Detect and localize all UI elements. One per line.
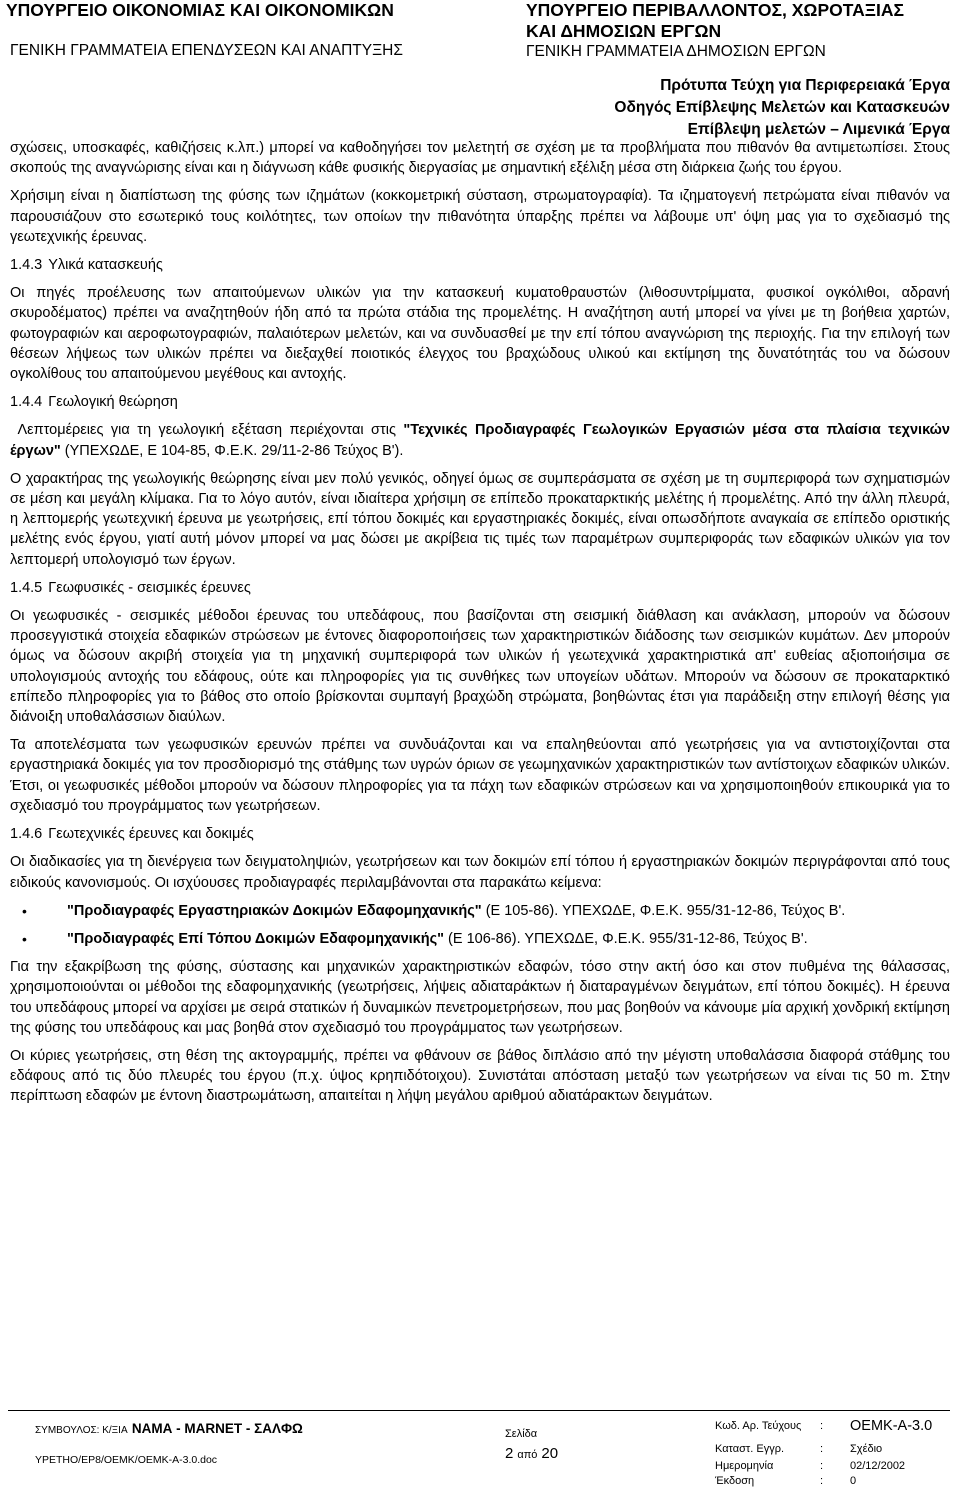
spec-list bbox=[10, 901, 950, 949]
paragraph-geotech-2: Για την εξακρίβωση της φύσης, σύστασης και μηχανικών χαρακτηριστικών εδαφών, τόσο στην ακτή όσο και στον πυθμένα της θάλασσας, χρησιμοποιούνται οι μέθοδοι της εδαφομηχανικής (γεωτρήσεις, λήψεις αδιαταράκτων ή διαταραγμένων δειγμάτων, επί τόπου δοκιμές). Η έρευνα του υπεδάφους μπορεί να αρχίσει με σειρά στατικών ή δυναμικών πενετρομετρήσεων, που μας βοηθούν να κάνουμε μία αρχική χονδρική εκτίμηση της φύσης του υπεδάφους και μας βοηθά στον σχεδιασμό του προγράμματος των γεωτρήσεων. bbox=[10, 959, 950, 1036]
heading-number: 1.4.3 bbox=[10, 257, 43, 274]
paragraph-intro-2: Χρήσιμη είναι η διαπίστωση της φύσης των ιζημάτων (κοκκομετρική σύσταση, στρωματογραφία). Τα ιζηματογενή πετρώματα είναι πιθανόν να παρουσιάζουν στο εσωτερικό τους κοιλότητες, των οποίων την πιθανότητα ύπαρξης πρέπει να λάβουμε υπ' όψη μας για το σχεδιασμό της γεωτεχνικής έρευνας. bbox=[10, 188, 950, 245]
heading-number: 1.4.5 bbox=[10, 579, 43, 596]
paragraph-materials: Οι πηγές προέλευσης των απαιτούμενων υλικών για την κατασκευή κυματοθραυστών (λιθοσυντρίμματα, φυσικοί ογκόλιθοι, αδρανή σκυροδέματος) πρέπει να αναζητηθούν ήδη από τα πρώτα στάδια της προμελέτης. Η αναζήτηση αυτή μπορεί να γίνει με τη βοήθεια χαρτών, φωτογραφιών και αεροφωτογραφιών, παλαιότερων μελετών, και να συνδυασθεί με την επί τόπου αναγνώριση της περιοχής. Για την επιλογή των θέσεων λήψεως των υλικών πρέπει να διεξαχθεί ποιοτικός έλεγχος του βραχώδους υλικού και εκτίμηση της δυνατότητάς του να δώσουν ογκολίθους του απαιτούμενου μεγέθους και αντοχής. bbox=[10, 285, 950, 383]
colon: : bbox=[820, 1420, 824, 1432]
heading-text: Γεωλογική θεώρηση bbox=[48, 394, 178, 411]
paragraph-geotech-1: Οι διαδικασίες για τη διενέργεια των δειγματοληψιών, γεωτρήσεων και των δοκιμών επί τόπου ή εργαστηριακών δοκιμών περιγράφονται από τους ειδικούς κανονισμούς. Οι ισχύουσες προδιαγραφές περιλαμβάνονται στα παρακάτω κείμενα: bbox=[10, 854, 950, 891]
paragraph-geology-nature: Ο χαρακτήρας της γεωλογικής θεώρησης είναι μεν πολύ γενικός, οδηγεί όμως σε συμπεράσματα σε σχέση με τη συμπεριφορά των σχηματισμών σε μέση και μεγάλη κλίμακα. Για το λόγο αυτόν, είναι ιδιαίτερα χρήσιμη σε επίπεδο προκαταρκτικής μελέτης ή προμελέτης. Από την άλλη πλευρά, η λεπτομερής γεωτεχνική έρευνα με γεωτρήσεις, επί τόπου δοκιμές και εργαστηριακές δοκιμές, είναι οπωσδήποτε αναγκαία σε επίπεδο οριστικής μελέτης ενός έργου, γιατί αυτή μόνον μπορεί να μας δώσει με ακρίβεια τις τιμές των παραμέτρων συμπεριφοράς των εδαφικών υλικών για τον λεπτομερή υπολογισμό των έργων. bbox=[10, 470, 950, 568]
consultant bbox=[35, 1421, 303, 1436]
list-item-text: (Ε 105-86). ΥΠΕΧΩΔΕ, Φ.Ε.Κ. 955/31-12-86, Τεύχος Β'. bbox=[481, 902, 846, 919]
list-item-title: "Προδιαγραφές Επί Τόπου Δοκιμών Εδαφομηχανικής" bbox=[67, 930, 445, 947]
guide-title: Οδηγός Επίβλεψης Μελετών και Κατασκευών bbox=[614, 99, 950, 116]
paragraph-intro-1: σχώσεις, υποσκαφές, καθιζήσεις κ.λπ.) μπορεί να καθοδηγήσει τον μελετητή σε σχέση με τα προβλήματα που πιθανόν θα αντιμετωπίσει. Στους σκοπούς της αναγνώρισης είναι και η διάγνωση κάθε φυσικής διεργασίας με σημαντική εξέλιξη μέσα στη διάρκεια ζωής του έργου. bbox=[10, 140, 950, 177]
list-item bbox=[10, 901, 950, 921]
right-ministry-line1: ΥΠΟΥΡΓΕΙΟ ΠΕΡΙΒΑΛΛΟΝΤΟΣ, ΧΩΡΟΤΑΞΙΑΣ bbox=[526, 0, 905, 20]
colon: : bbox=[820, 1460, 824, 1472]
heading-number: 1.4.4 bbox=[10, 394, 43, 411]
paragraph-geology-spec bbox=[10, 420, 950, 460]
page-total: 20 bbox=[541, 1445, 559, 1462]
page-current: 2 bbox=[505, 1445, 514, 1462]
left-secretariat: ΓΕΝΙΚΗ ΓΡΑΜΜΑΤΕΙΑ ΕΠΕΝΔΥΣΕΩΝ ΚΑΙ ΑΝΑΠΤΥΞΗΣ bbox=[10, 42, 403, 59]
list-item-text: (Ε 106-86). ΥΠΕΧΩΔΕ, Φ.Ε.Κ. 955/31-12-86, Τεύχος Β'. bbox=[444, 930, 808, 947]
footer-divider bbox=[8, 1410, 950, 1411]
text-run: (ΥΠΕΧΩΔΕ, Ε 104-85, Φ.Ε.Κ. 29/11-2-86 Τεύχος Β'). bbox=[60, 442, 404, 459]
consultant-name: ΝΑΜΑ - ΜΑRΝΕΤ - ΣΑΛΦΩ bbox=[131, 1421, 303, 1436]
page-footer bbox=[0, 1410, 960, 1487]
bullet-icon: • bbox=[22, 930, 27, 947]
paragraph-geophysical-1: Οι γεωφυσικές - σεισμικές μέθοδοι έρευνας του υπεδάφους, που βασίζονται στη σεισμική διάθλαση και ανάκλαση, μπορούν να δώσουν προσεγγιστικά στοιχεία εδαφικών στρώσεων με έντονες διαφοροποιήσεις των χαρακτηριστικών διάδοσης των σεισμικών κυμάτων. Δεν μπορούν όμως να δώσουν ακριβή στοιχεία για τη μηχανική συμπεριφορά των υλικών ή γεωτεχνικά χαρακτηριστικά απ' ευθείας αξιοποιήσιμα σε υπολογισμούς αντοχής του εδάφους, ούτε και πληροφορίες για τις συνθήκες των υπογείων υδάτων. Μπορούν να δώσουν σε προκαταρκτικό επίπεδο πληροφορίες για το βάθος στο οποίο βρίσκονται συμπαγή βραχώδη στρώματα, βοηθώντας έτσι για παράδειξη στην επιλογή θέσης για διάνοιξη υποθαλάσσιων διαύλων. bbox=[10, 608, 950, 726]
section-title: Επίβλεψη μελετών – Λιμενικά Έργα bbox=[687, 121, 950, 138]
heading-1-4-5 bbox=[10, 578, 950, 598]
paragraph-geophysical-2: Τα αποτελέσματα των γεωφυσικών ερευνών πρέπει να συνδυάζονται και να επαληθεύονται από γεωτρήσεις για να αντιστοιχίζονται στα εργαστηριακά δοκιμές για τον προσδιορισμό της στάθμης των υγρών όριων σε γεωμηχανικών χαρακτηριστικών των αντίστοιχων εδαφικών υλικών. Έτσι, οι γεωφυσικές μέθοδοι μπορούν να δώσουν πληροφορίες για τα πάχη των εδαφικών στρώσεων και να χρησιμοποιηθούν επικουρικά για το σχεδιασμό του προγράμματος των γεωτρήσεων. bbox=[10, 737, 950, 814]
heading-text: Γεωτεχνικές έρευνες και δοκιμές bbox=[48, 826, 254, 843]
page-header bbox=[0, 0, 960, 142]
text-run: Λεπτομέρειες για τη γεωλογική εξέταση περιέχονται στις bbox=[17, 422, 404, 439]
colon: : bbox=[820, 1475, 824, 1487]
list-item-title: "Προδιαγραφές Εργαστηριακών Δοκιμών Εδαφομηχανικής" bbox=[67, 902, 482, 919]
right-ministry-line2: ΚΑΙ ΔΗΜΟΣΙΩΝ ΕΡΓΩΝ bbox=[526, 21, 722, 41]
heading-text: Υλικά κατασκευής bbox=[48, 257, 163, 274]
edition-value: 0 bbox=[850, 1475, 857, 1487]
bullet-icon: • bbox=[22, 902, 27, 919]
heading-text: Γεωφυσικές - σεισμικές έρευνες bbox=[48, 579, 251, 596]
date-label: Ημερομηνία bbox=[715, 1460, 774, 1472]
colon: : bbox=[820, 1443, 824, 1455]
heading-1-4-4 bbox=[10, 392, 950, 412]
list-item bbox=[10, 929, 950, 949]
date-value: 02/12/2002 bbox=[850, 1460, 906, 1472]
consultant-label: ΣΥΜΒΟΥΛΟΣ: Κ/ΞΙΑ bbox=[35, 1425, 128, 1436]
document-body bbox=[10, 138, 950, 1115]
heading-number: 1.4.6 bbox=[10, 826, 43, 843]
page-of: από bbox=[517, 1449, 538, 1461]
heading-1-4-3 bbox=[10, 255, 950, 275]
page-number bbox=[505, 1445, 558, 1462]
series-title: Πρότυπα Τεύχη για Περιφερειακά Έργα bbox=[660, 77, 950, 94]
page-label: Σελίδα bbox=[505, 1428, 538, 1440]
code-value: ΟΕΜΚ-Α-3.0 bbox=[850, 1418, 933, 1434]
state-value: Σχέδιο bbox=[850, 1443, 883, 1455]
document-filename: ΥΡΕΤΗΟ/ΕΡ8/ΟΕΜΚ/ΟΕΜΚ-Α-3.0.doc bbox=[35, 1454, 218, 1466]
paragraph-geotech-3: Οι κύριες γεωτρήσεις, στη θέση της ακτογραμμής, πρέπει να φθάνουν σε βάθος διπλάσιο από την μέγιστη υποθαλάσσια διαφορά στάθμης του εδάφους από τις δύο πλευρές του έργου (π.χ. ύψος κρηπιδότοιχου). Συνιστάται απόσταση μεταξύ των γεωτρήσεων να είναι τις 50 m. Στην περίπτωση εδαφών με έντονη διαστρωμάτωση, απαιτείται η λήψη μεγάλου αριθμού αδιατάρακτων δειγμάτων. bbox=[10, 1047, 950, 1105]
heading-1-4-6 bbox=[10, 824, 950, 844]
left-ministry: ΥΠΟΥΡΓΕΙΟ ΟΙΚΟΝΟΜΙΑΣ ΚΑΙ ΟΙΚΟΝΟΜΙΚΩΝ bbox=[6, 0, 394, 20]
state-label: Καταστ. Εγγρ. bbox=[715, 1443, 785, 1455]
edition-label: Έκδοση bbox=[715, 1475, 755, 1487]
code-label: Κωδ. Αρ. Τεύχους bbox=[715, 1420, 802, 1432]
right-secretariat: ΓΕΝΙΚΗ ΓΡΑΜΜΑΤΕΙΑ ΔΗΜΟΣΙΩΝ ΕΡΓΩΝ bbox=[526, 43, 826, 60]
spec-title: "Τεχνικές Προδιαγραφές Γεωλογικών Εργασιών μέσα στα πλαίσια τεχνικών έργων" bbox=[10, 422, 950, 459]
